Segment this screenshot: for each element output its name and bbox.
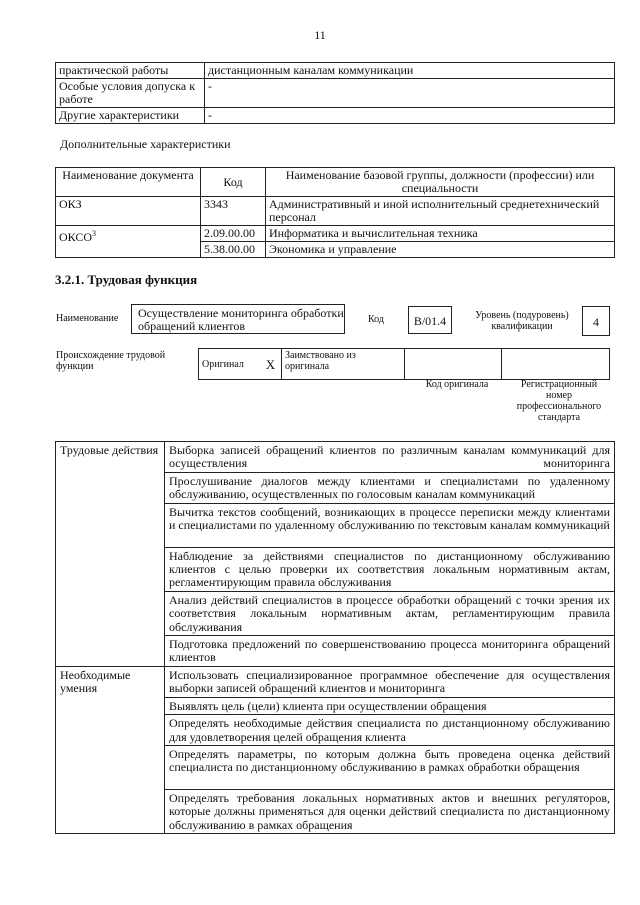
action-item: Прослушивание диалогов между клиентами и специалистами по удаленному обслуживанию, осуществленных по голосовым каналам коммуникаций — [165, 472, 615, 503]
function-name: Осуществление мониторинга обработки обращений клиентов — [131, 304, 345, 334]
action-item: Вычитка текстов сообщений, возникающих в процессе переписки между клиентами и специалистами по удаленному обслуживанию по текстовым каналам коммуникаций — [165, 503, 615, 547]
original-mark: X — [260, 349, 282, 380]
column-header-code: Код — [201, 168, 266, 197]
table-row — [56, 226, 615, 242]
skill-item: Определять требования локальных нормативных актов и внешних регуляторов, которые должны применяться для оценки действий специалиста по дистанционному обслуживанию в рамках обращения — [165, 789, 615, 833]
doc-name: ОКСО — [59, 230, 93, 244]
borrowed-label: Заимствовано из оригинала — [282, 349, 405, 380]
origin-label: Происхождение трудовой функции — [56, 350, 166, 372]
table-row — [199, 349, 610, 380]
row-label: Особые условия допуска к работе — [56, 79, 205, 108]
action-item: Выборка записей обращений клиентов по различным каналам коммуникаций для осуществления мониторинга — [165, 442, 615, 473]
doc-cell — [56, 226, 201, 258]
column-header-document: Наименование документа — [56, 168, 201, 197]
footnote-mark: 3 — [92, 229, 97, 238]
name-cell: Информатика и вычислительная техника — [266, 226, 615, 242]
action-item: Наблюдение за действиями специалистов по дистанционному обслуживанию клиентов с целью проверки их соответствия локальным нормативным актам, регламентирующим правила обслуживания — [165, 547, 615, 591]
code-original-label: Код оригинала — [425, 379, 489, 390]
page-number: 11 — [314, 28, 326, 42]
table-row — [56, 63, 615, 79]
skill-item: Выявлять цель (цели) клиента при осуществлении обращения — [165, 697, 615, 714]
code-label: Код — [368, 314, 384, 325]
actions-header: Трудовые действия — [56, 442, 165, 667]
row-value: - — [205, 108, 615, 124]
original-label: Оригинал — [199, 349, 261, 380]
table-row — [56, 108, 615, 124]
name-cell: Административный и иной исполнительный среднетехнический персонал — [266, 197, 615, 226]
skill-item: Определять параметры, по которым должна быть проведена оценка действий специалиста по дистанционному обслуживанию в рамках обработки обращения — [165, 745, 615, 789]
code-cell: 2.09.00.00 — [201, 226, 266, 242]
skills-header: Необходимые умения — [56, 666, 165, 833]
row-value: дистанционным каналам коммуникации — [205, 63, 615, 79]
level-label: Уровень (подуровень) квалификации — [475, 310, 569, 332]
column-header-name: Наименование базовой группы, должности (профессии) или специальности — [266, 168, 615, 197]
name-label: Наименование — [56, 313, 119, 324]
table-row — [56, 197, 615, 226]
skill-item: Использовать специализированное программное обеспечение для осуществления выборки записей обращений клиентов и мониторинга — [165, 666, 615, 697]
registration-number-label: Регистрационный номер профессионального стандарта — [516, 379, 602, 423]
origin-table — [198, 348, 610, 380]
registration-number-cell — [502, 349, 610, 380]
level-value: 4 — [582, 306, 610, 336]
code-cell: 5.38.00.00 — [201, 242, 266, 258]
characteristics-table — [55, 62, 615, 124]
original-code-cell — [405, 349, 502, 380]
code-cell: 3343 — [201, 197, 266, 226]
name-cell: Экономика и управление — [266, 242, 615, 258]
labor-function-table — [55, 441, 615, 834]
table-row — [56, 79, 615, 108]
row-label: Другие характеристики — [56, 108, 205, 124]
table-row — [56, 442, 615, 473]
function-code: B/01.4 — [408, 306, 452, 334]
doc-cell: ОКЗ — [56, 197, 201, 226]
table-header-row — [56, 168, 615, 197]
action-item: Подготовка предложений по совершенствованию процесса мониторинга обращений клиентов — [165, 636, 615, 667]
skill-item: Определять необходимые действия специалиста по дистанционному обслуживанию для удовлетворения целей обращения клиента — [165, 715, 615, 746]
row-label: практической работы — [56, 63, 205, 79]
row-value: - — [205, 79, 615, 108]
additional-heading: Дополнительные характеристики — [60, 137, 231, 151]
table-row — [56, 666, 615, 697]
section-title: 3.2.1. Трудовая функция — [55, 272, 198, 287]
action-item: Анализ действий специалистов в процессе обработки обращений с точки зрения их соответствия локальным нормативным актам, регламентирующим правила обслуживания — [165, 591, 615, 635]
additional-characteristics-table — [55, 167, 615, 258]
